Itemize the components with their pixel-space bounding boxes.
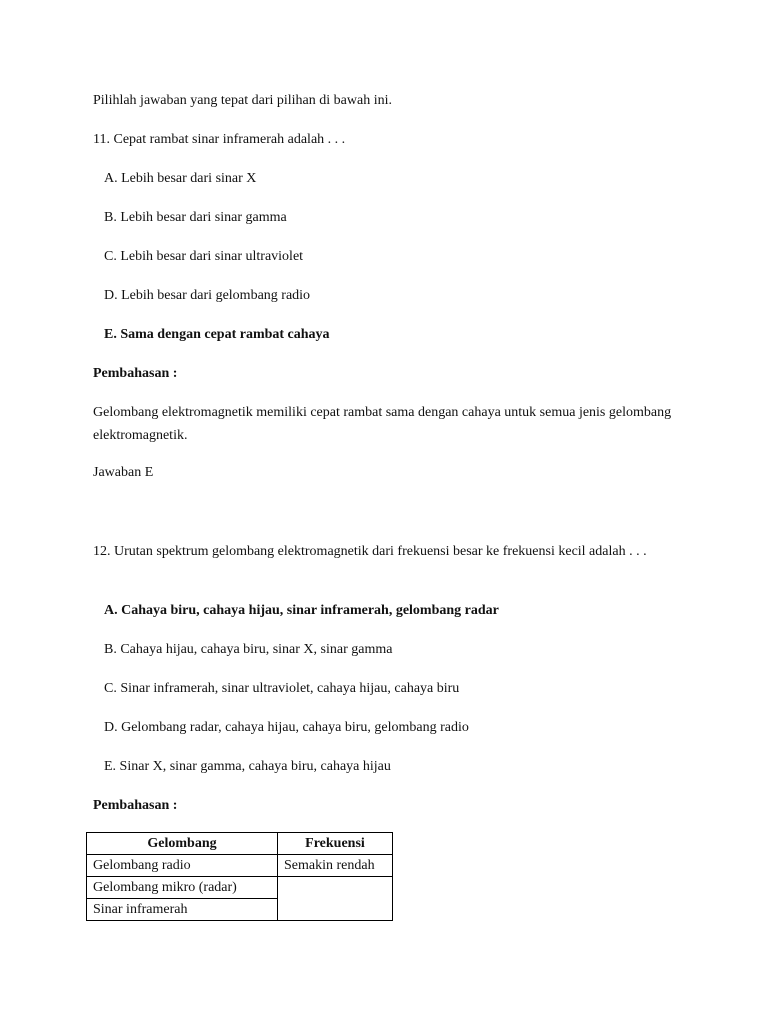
instruction-text: Pilihlah jawaban yang tepat dari pilihan di bawah ini. [93,93,392,108]
q12-option-e: E. Sinar X, sinar gamma, cahaya biru, cahaya hijau [104,759,391,774]
table-header-gelombang: Gelombang [87,833,278,855]
table-cell-wave: Gelombang radio [87,855,278,877]
q11-option-a: A. Lebih besar dari sinar X [104,171,257,186]
q12-discussion-label: Pembahasan : [93,798,178,813]
table-cell-frequency-empty [278,877,393,921]
table-cell-frequency: Semakin rendah [278,855,393,877]
table-header-row [87,833,393,855]
q11-option-e-correct: E. Sama dengan cepat rambat cahaya [104,327,330,342]
table-cell-wave: Sinar inframerah [87,899,278,921]
q12-option-c: C. Sinar inframerah, sinar ultraviolet, cahaya hijau, cahaya biru [104,681,460,696]
q11-option-b: B. Lebih besar dari sinar gamma [104,210,287,225]
q11-option-c: C. Lebih besar dari sinar ultraviolet [104,249,304,264]
q11-question: 11. Cepat rambat sinar inframerah adalah . . . [93,132,346,147]
table-row [87,855,393,877]
q11-answer: Jawaban E [93,465,154,480]
q12-option-a-correct: A. Cahaya biru, cahaya hijau, sinar inframerah, gelombang radar [104,603,499,618]
table-cell-wave: Gelombang mikro (radar) [87,877,278,899]
q12-question: 12. Urutan spektrum gelombang elektromagnetik dari frekuensi besar ke frekuensi kecil adalah . . . [93,544,647,559]
table-header-frekuensi: Frekuensi [278,833,393,855]
q11-discussion-label: Pembahasan : [93,366,178,381]
q12-option-d: D. Gelombang radar, cahaya hijau, cahaya biru, gelombang radio [104,720,469,735]
frequency-table [86,832,393,921]
q11-option-d: D. Lebih besar dari gelombang radio [104,288,311,303]
q11-discussion-text: Gelombang elektromagnetik memiliki cepat rambat sama dengan cahaya untuk semua jenis gelombang elektromagnetik. [93,405,672,443]
q12-option-b: B. Cahaya hijau, cahaya biru, sinar X, sinar gamma [104,642,393,657]
table-row [87,877,393,899]
